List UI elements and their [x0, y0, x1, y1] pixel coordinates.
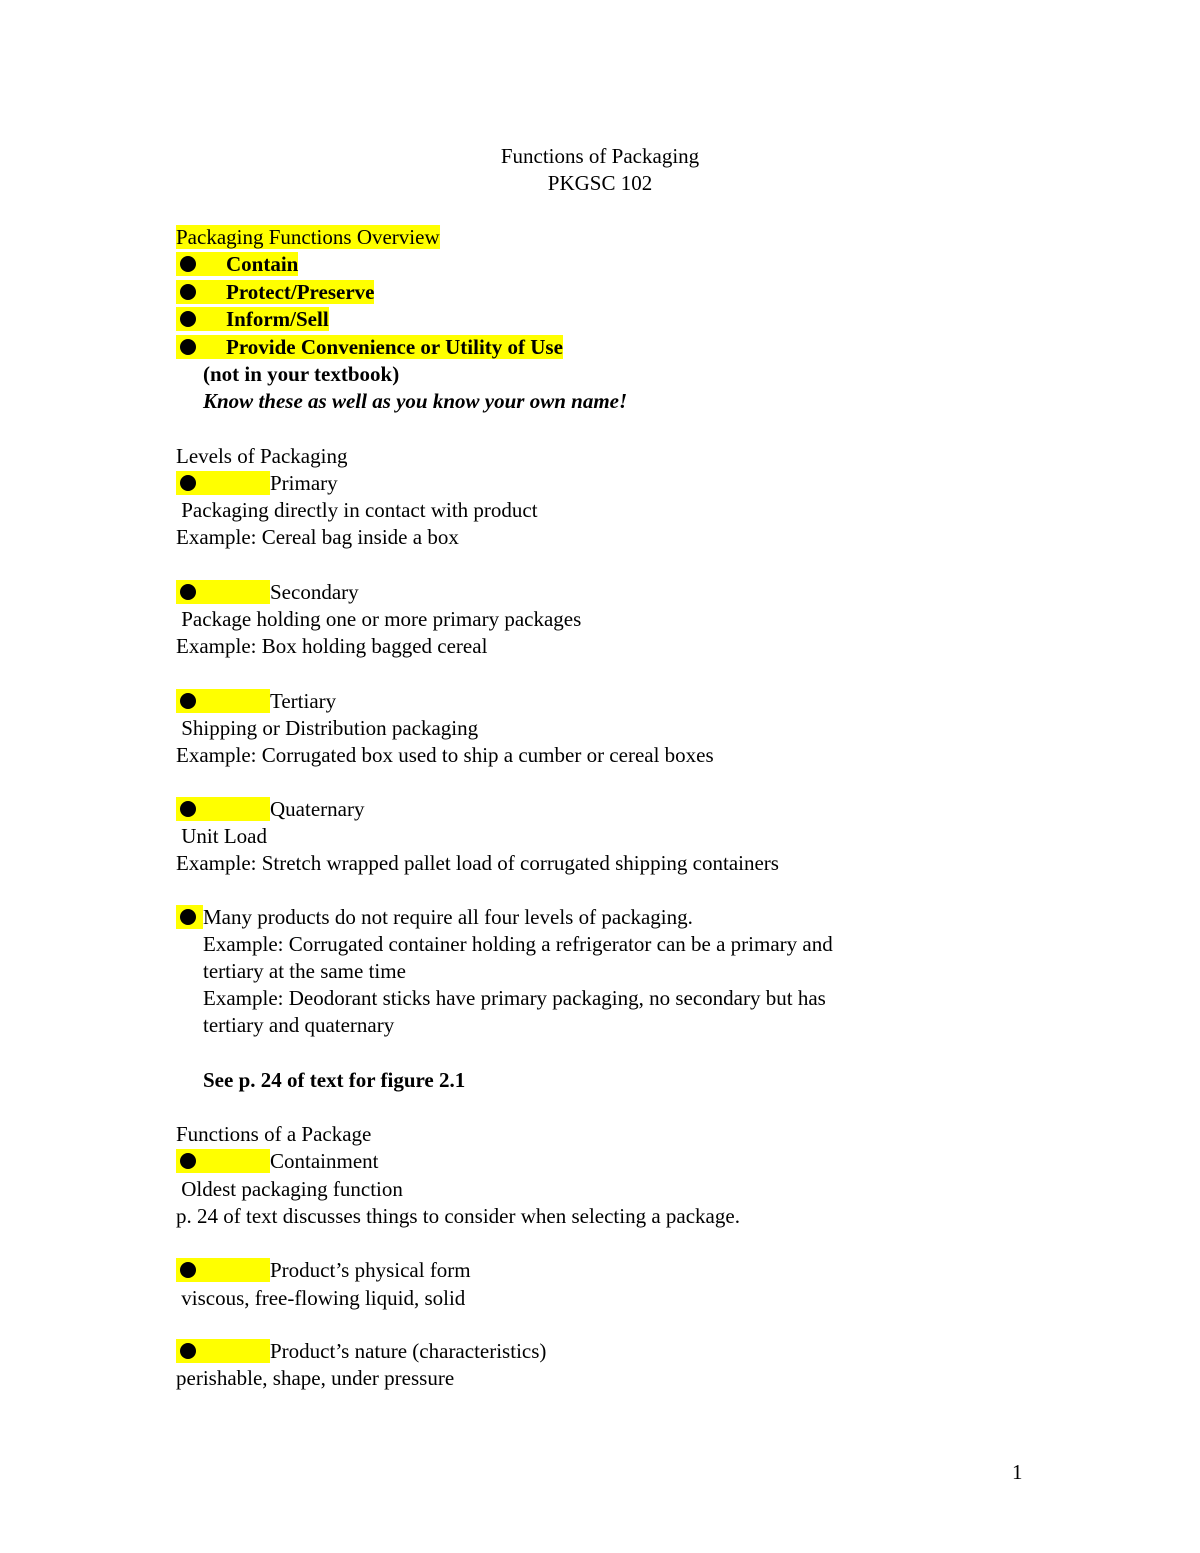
levels-note-line: Example: Deodorant sticks have primary packaging, no secondary but has [203, 986, 826, 1010]
levels-note-line: tertiary and quaternary [203, 1013, 395, 1037]
level-example: Example: Stretch wrapped pallet load of corrugated shipping containers [176, 851, 779, 875]
bullet-icon [180, 693, 196, 709]
bullet-icon [180, 909, 196, 925]
functions-heading: Functions of a Package [176, 1122, 372, 1146]
overview-heading: Packaging Functions Overview [176, 225, 440, 249]
overview-emphasis: Know these as well as you know your own name! [203, 389, 628, 413]
levels-note-line: Example: Corrugated container holding a refrigerator can be a primary and [203, 932, 833, 956]
function-name: Product’s nature (characteristics) [176, 1338, 546, 1365]
level-example: Example: Box holding bagged cereal [176, 634, 488, 658]
level-name: Tertiary [176, 688, 336, 715]
bullet-icon [180, 475, 196, 491]
level-name: Quaternary [176, 796, 364, 823]
level-description: Packaging directly in contact with product [176, 498, 538, 522]
overview-item: Inform/Sell [176, 306, 329, 333]
function-name: Product’s physical form [176, 1257, 471, 1284]
figure-reference: See p. 24 of text for figure 2.1 [203, 1068, 466, 1092]
bullet-icon [180, 311, 196, 327]
level-description: Package holding one or more primary packages [176, 607, 582, 631]
bullet-icon [180, 801, 196, 817]
bullet-icon [180, 339, 196, 355]
document-title: Functions of Packaging [500, 144, 700, 168]
level-example: Example: Corrugated box used to ship a cumber or cereal boxes [176, 743, 714, 767]
overview-note: (not in your textbook) [203, 362, 400, 386]
course-code: PKGSC 102 [547, 171, 653, 195]
levels-note: Many products do not require all four levels of packaging. [176, 904, 693, 931]
bullet-icon [180, 284, 196, 300]
overview-item: Contain [176, 251, 298, 278]
bullet-icon [180, 256, 196, 272]
function-detail: p. 24 of text discusses things to consider when selecting a package. [176, 1204, 740, 1228]
level-description: Shipping or Distribution packaging [176, 716, 479, 740]
level-name: Secondary [176, 579, 359, 606]
level-name: Primary [176, 470, 338, 497]
page-number: 1 [1012, 1460, 1023, 1484]
function-detail: Oldest packaging function [176, 1177, 403, 1201]
function-detail: perishable, shape, under pressure [176, 1366, 455, 1390]
function-name: Containment [176, 1148, 379, 1175]
level-example: Example: Cereal bag inside a box [176, 525, 459, 549]
overview-item: Provide Convenience or Utility of Use [176, 334, 563, 361]
bullet-icon [180, 1153, 196, 1169]
levels-note-line: tertiary at the same time [203, 959, 406, 983]
level-description: Unit Load [176, 824, 267, 848]
overview-item: Protect/Preserve [176, 279, 374, 306]
bullet-icon [180, 584, 196, 600]
levels-heading: Levels of Packaging [176, 444, 348, 468]
bullet-icon [180, 1262, 196, 1278]
bullet-icon [180, 1343, 196, 1359]
function-detail: viscous, free-flowing liquid, solid [176, 1286, 466, 1310]
